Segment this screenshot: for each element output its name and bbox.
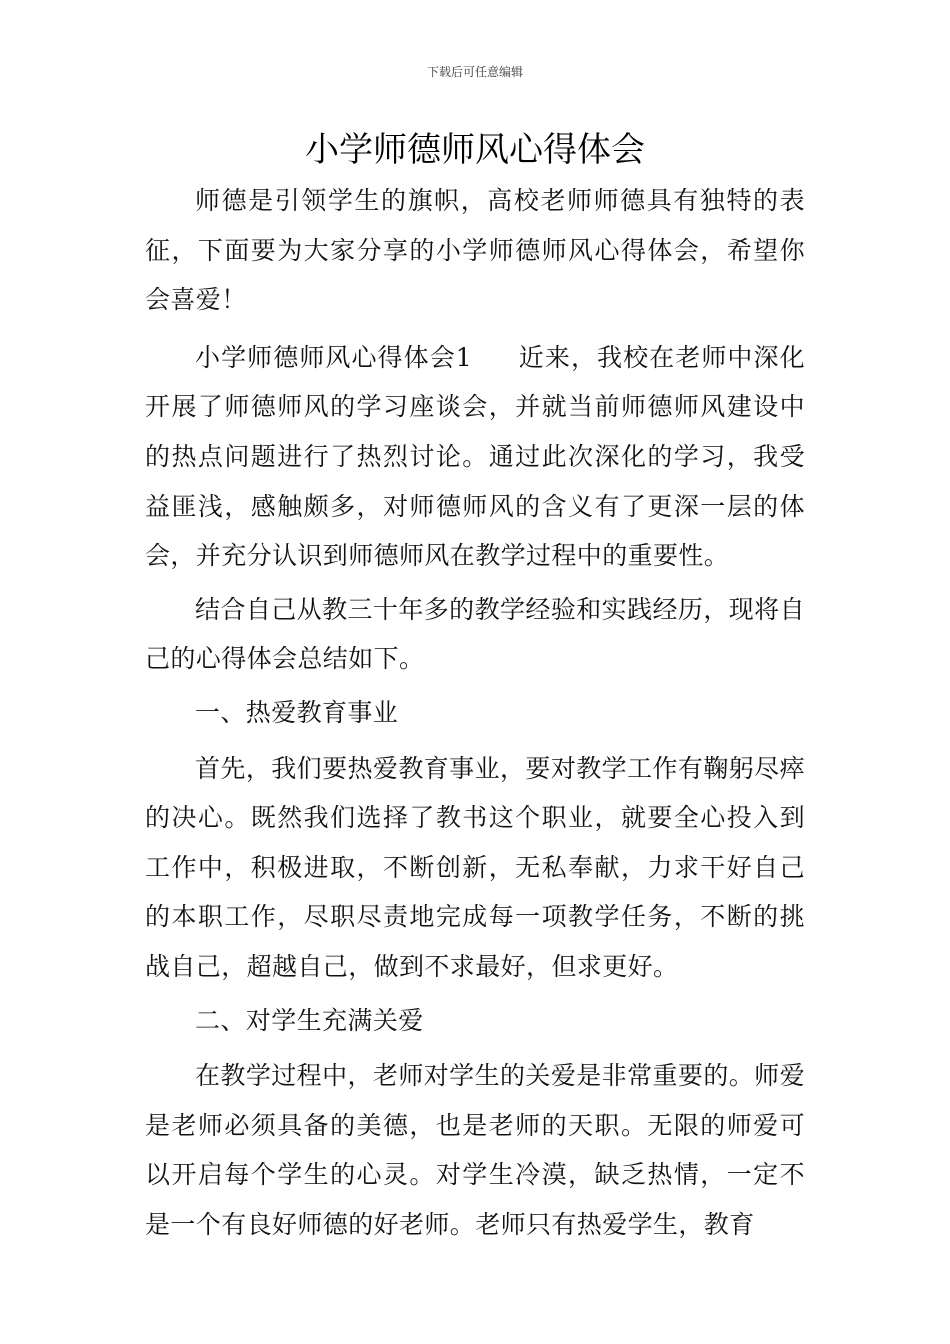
- document-body: [145, 176, 805, 1253]
- heading-love-education: 一、热爱教育事业: [195, 697, 399, 727]
- section-text: 近来，我校在老师中深化开展了师德师风的学习座谈会，并就当前师德师风建设中的热点问题进行了热烈讨论。通过此次深化的学习，我受益匪浅，感触颇多，对师德师风的含义有了更深一层的体会，并充分认识到师德师风在教学过程中的重要性。: [145, 342, 805, 571]
- document-title: 小学师德师风心得体会: [305, 130, 645, 170]
- section-one-paragraph: [145, 333, 805, 581]
- section-label: 小学师德师风心得体会1: [195, 342, 473, 372]
- summary-paragraph: 结合自己从教三十年多的教学经验和实践经历，现将自己的心得体会总结如下。: [145, 594, 805, 674]
- intro-paragraph: 师德是引领学生的旗帜，高校老师师德具有独特的表征，下面要为大家分享的小学师德师风心得体会，希望你会喜爱！: [145, 186, 805, 315]
- heading-care-students: 二、对学生充满关爱: [195, 1005, 424, 1035]
- care-students-paragraph: 在教学过程中，老师对学生的关爱是非常重要的。师爱是老师必须具备的美德，也是老师的天职。无限的师爱可以开启每个学生的心灵。对学生冷漠，缺乏热情，一定不是一个有良好师德的好老师。老师只有热爱学生，教育: [145, 1061, 805, 1239]
- page-header-note: 下载后可任意编辑: [426, 65, 523, 79]
- love-education-paragraph: 首先，我们要热爱教育事业，要对教学工作有鞠躬尽瘁的决心。既然我们选择了教书这个职业，就要全心投入到工作中，积极进取，不断创新，无私奉献，力求干好自己的本职工作，尽职尽责地完成每一项教学任务，不断的挑战自己，超越自己，做到不求最好，但求更好。: [145, 753, 805, 981]
